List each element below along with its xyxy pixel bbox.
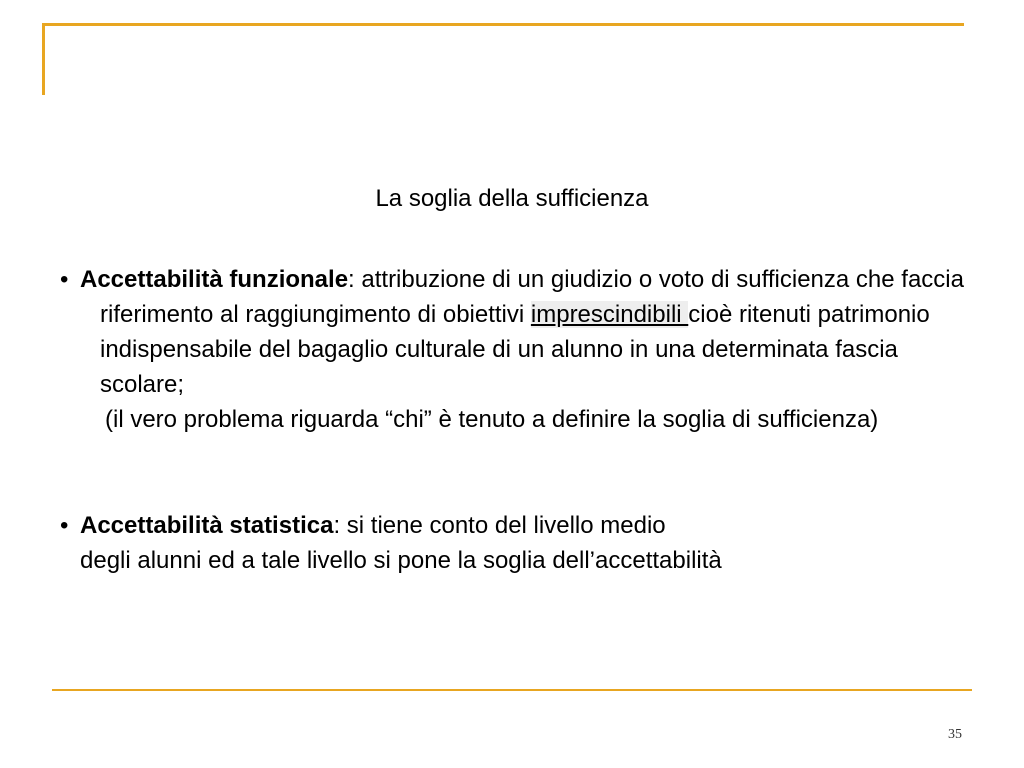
paragraph-accettabilita-statistica xyxy=(60,508,970,578)
slide-title: La soglia della sufficienza xyxy=(375,185,649,212)
frame-left-rule xyxy=(42,23,45,95)
frame-top-rule xyxy=(42,23,964,26)
paragraph-accettabilita-funzionale xyxy=(60,262,970,437)
text-funzionale-a: : attribuzione di un giudizio o voto di sufficienza che faccia riferimento al raggiungimento di obiettivi xyxy=(100,266,964,328)
footer-rule xyxy=(52,689,972,691)
bullet-item-funzionale xyxy=(60,262,970,402)
bullet-icon: • xyxy=(60,266,69,293)
text-statistica-continuation: degli alunni ed a tale livello si pone la soglia dell’accettabilità xyxy=(80,547,722,574)
note-funzionale: (il vero problema riguarda “chi” è tenuto a definire la soglia di sufficienza) xyxy=(105,406,879,433)
term-statistica: Accettabilità statistica xyxy=(80,512,334,539)
page-number: 35 xyxy=(948,727,962,742)
text-statistica-a: : si tiene conto del livello medio xyxy=(333,512,666,539)
text-funzionale-b: cioè ritenuti patrimonio indispensabile del bagaglio culturale di un alunno in una determinata fascia scolare; xyxy=(100,301,930,398)
bullet-icon: • xyxy=(60,512,69,539)
link-imprescindibili[interactable]: imprescindibili xyxy=(530,301,689,328)
bullet-item-statistica xyxy=(60,508,970,543)
term-funzionale: Accettabilità funzionale xyxy=(80,266,349,293)
